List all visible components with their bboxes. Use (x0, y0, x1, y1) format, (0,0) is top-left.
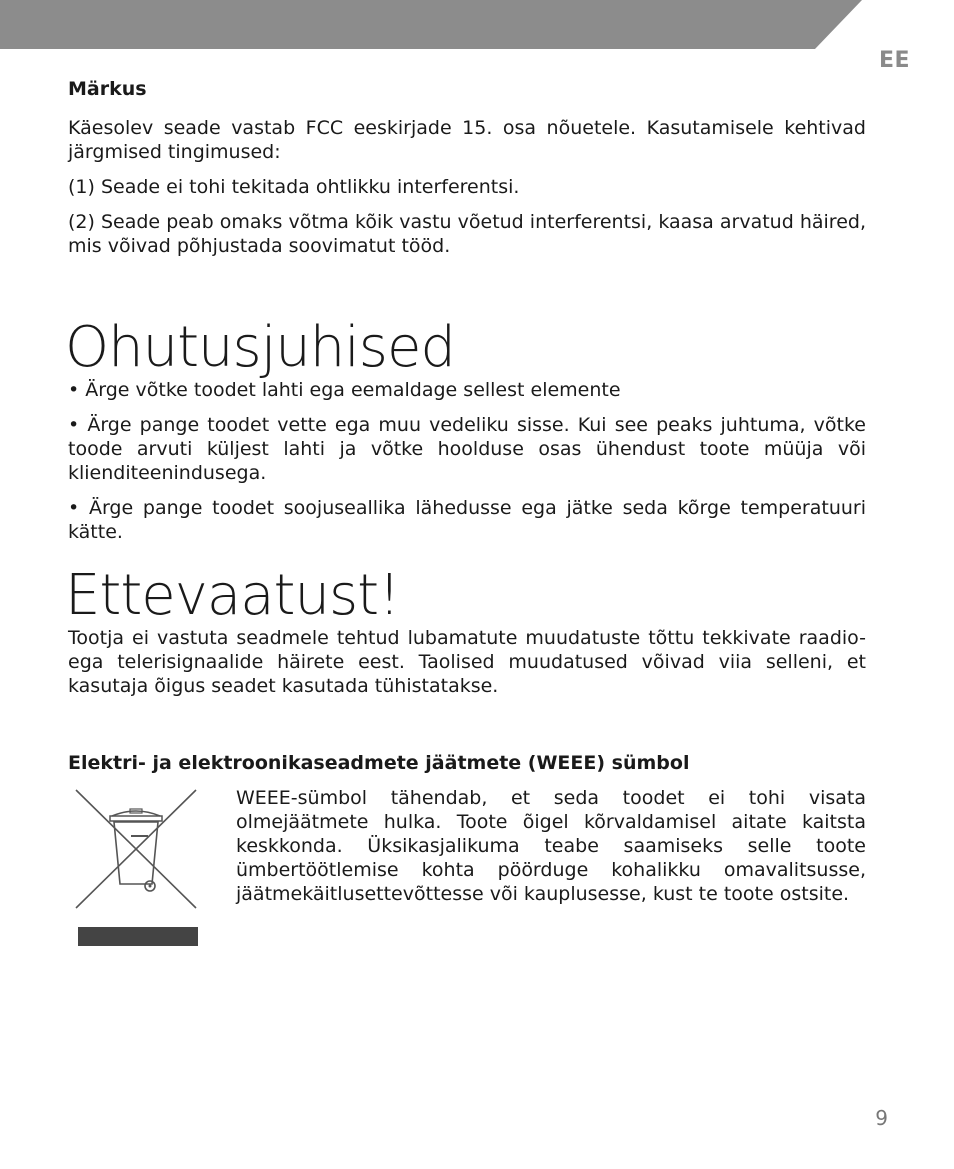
weee-text-block (236, 786, 866, 917)
language-code: EE (878, 48, 910, 73)
weee-description: WEEE-sümbol tähendab, et seda toodet ei tohi visata olmejäätmete hulka. Toote õigel kõrvaldamisel aitate kaitsta keskkonda. Üksikasjalikuma teabe saamiseks selle toote ümbertöötlemise kohta pöörduge kohalikku omavalitsusse, jäätmekäitlusettevõttesse või kauplusesse, kust te toote ostsite. (236, 787, 866, 905)
safety-item-3: • Ärge pange toodet soojuseallika lähedusse ega jätke seda kõrge temperatuuri kätte. (68, 497, 866, 543)
header-band (0, 0, 954, 49)
caution-text: Tootja ei vastuta seadmele tehtud lubamatute muudatuste tõttu tekkivate raadio- ega telerisignaalide häirete eest. Taolised muudatused võivad viia selleni, et kasutaja õigus seadet kasutada tühistatakse. (68, 627, 866, 697)
note-paragraph-3: (2) Seade peab omaks võtma kõik vastu võetud interferentsi, kaasa arvatud häired, mis võivad põhjustada soovimatut tööd. (68, 211, 866, 257)
safety-item-1: • Ärge võtke toodet lahti ega eemaldage sellest elemente (68, 379, 621, 401)
weee-icon-container (68, 786, 236, 950)
caution-title: Ettevaatust! (65, 563, 400, 628)
note-paragraph-1: Käesolev seade vastab FCC eeskirjade 15. osa nõuetele. Kasutamisele kehtivad järgmised tingimused: (68, 117, 866, 163)
page-content (65, 76, 866, 950)
crossed-out-wheelie-bin-icon (68, 786, 208, 946)
safety-item-2: • Ärge pange toodet vette ega muu vedeliku sisse. Kui see peaks juhtuma, võtke toode arvuti küljest lahti ja võtke hoolduse osas ühendust toote müüja või klienditeenindusega. (68, 414, 866, 484)
page-number: 9 (875, 1106, 888, 1130)
note-paragraph-2: (1) Seade ei tohi tekitada ohtlikku interferentsi. (68, 176, 520, 198)
weee-heading: Elektri- ja elektroonikaseadmete jäätmete (WEEE) sümbol (68, 752, 690, 774)
weee-section (68, 786, 866, 950)
note-heading: Märkus (68, 78, 147, 100)
safety-title: Ohutusjuhised (65, 315, 455, 380)
